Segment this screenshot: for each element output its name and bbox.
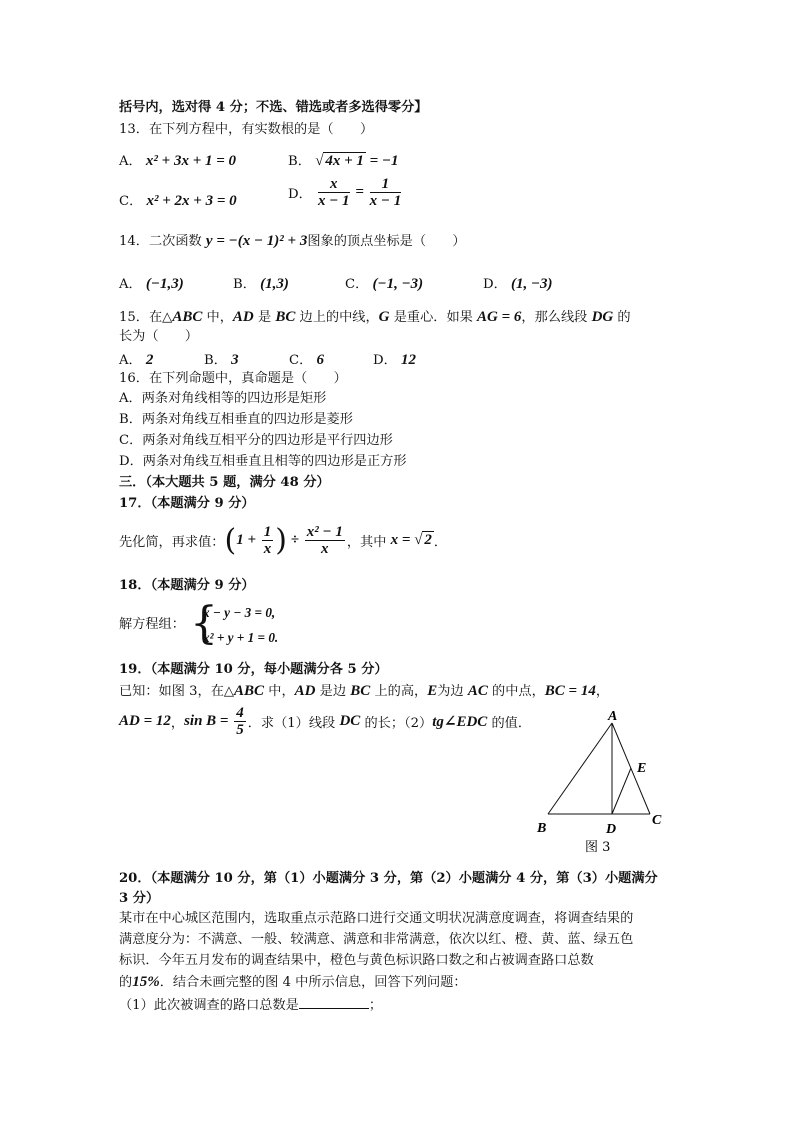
q16-option-a: A．两条对角线相等的四边形是矩形 bbox=[119, 391, 327, 406]
q19-line1: 已知：如图 3，在△ABC 中，AD 是边 BC 上的高，E为边 AC 的中点，BC = 14， bbox=[119, 683, 610, 699]
point-e-label: E bbox=[637, 761, 647, 776]
q13-option-c: C． x² + 2x + 3 = 0 bbox=[119, 193, 237, 209]
q13-option-a: A． x² + 3x + 1 = 0 bbox=[119, 153, 237, 169]
q19-head: 19．（本题满分 10 分，每小题满分各 5 分） bbox=[119, 662, 388, 677]
q17-head: 17．（本题满分 9 分） bbox=[119, 496, 255, 511]
q16-stem: 16．在下列命题中，真命题是（ ） bbox=[119, 371, 347, 386]
q13-option-d: D． $\frac{x}{x - 1}$ = $\frac{1}{x - 1}$ bbox=[288, 176, 402, 209]
q20-paragraph-line2: 满意度分为：不满意、一般、较满意、满意和非常满意，依次以红、橙、黄、蓝、绿五色 bbox=[119, 932, 634, 947]
q14-option-d: D． (1, −3) bbox=[483, 276, 553, 292]
q19-line2: AD = 12，sin B = $\frac{4}{5}$ ．求（1）线段 DC 的长；（2）tg∠EDC 的值． bbox=[119, 705, 532, 738]
q20-head-line2: 3 分） bbox=[119, 891, 160, 906]
q16-option-b: B．两条对角线互相垂直的四边形是菱形 bbox=[119, 412, 353, 427]
q18-equation-2: x² + y + 1 = 0. bbox=[203, 630, 279, 645]
q15-option-c: C． 6 bbox=[289, 352, 324, 368]
brace-symbol: { bbox=[190, 598, 218, 649]
q16-option-d: D．两条对角线互相垂直且相等的四边形是正方形 bbox=[119, 454, 407, 469]
point-c-label: C bbox=[652, 813, 662, 828]
q13-stem: 13．在下列方程中，有实数根的是（ ） bbox=[119, 122, 374, 137]
q18-prompt: 解方程组： bbox=[119, 617, 185, 632]
q18-head: 18．（本题满分 9 分） bbox=[119, 578, 255, 593]
q15-stem-line2: 长为（ ） bbox=[119, 329, 199, 344]
q18-equation-1: x − y − 3 = 0, bbox=[203, 605, 276, 620]
segment-ab bbox=[548, 723, 612, 814]
figure-3-triangle bbox=[535, 708, 675, 858]
q20-head-line1: 20．（本题满分 10 分，第（1）小题满分 3 分，第（2）小题满分 4 分，第（3）小题满分 bbox=[119, 871, 658, 886]
q14-option-c: C． (−1, −3) bbox=[345, 276, 424, 292]
segment-de bbox=[612, 768, 631, 814]
section-3-title: 三．（本大题共 5 题，满分 48 分） bbox=[119, 475, 330, 490]
q15-option-b: B． 3 bbox=[204, 352, 239, 368]
q20-paragraph-line4: 的15%．结合未画完整的图 4 中所示信息，回答下列问题： bbox=[119, 974, 467, 990]
figure-caption: 图 3 bbox=[585, 840, 611, 855]
q14-option-a: A． (−1,3) bbox=[119, 276, 184, 292]
q14-option-b: B． (1,3) bbox=[233, 276, 289, 292]
point-a-label: A bbox=[608, 709, 618, 724]
q20-paragraph-line1: 某市在中心城区范围内，选取重点示范路口进行交通文明状况满意度调查，将调查结果的 bbox=[119, 911, 634, 926]
q15-stem: 15．在△ABC 中，AD 是 BC 边上的中线，G 是重心．如果 AG = 6，那么线段 DG 的 bbox=[119, 309, 631, 325]
q13-option-b: B． √ 4x + 1 = −1 bbox=[288, 153, 399, 169]
q15-option-d: D． 12 bbox=[373, 352, 416, 368]
header-line: 括号内，选对得 4 分；不选、错选或者多选得零分】 bbox=[119, 100, 428, 115]
q15-option-a: A． 2 bbox=[119, 352, 154, 368]
q20-subquestion-1: （1）此次被调查的路口总数是 ； bbox=[119, 998, 383, 1013]
answer-blank[interactable] bbox=[299, 996, 369, 1009]
q14-stem: 14．二次函数 y = −(x − 1)² + 3图象的顶点坐标是（ ） bbox=[119, 233, 466, 249]
q17-expression: 先化简，再求值：(1 + $\frac{1}{x}$ ) ÷ $\frac{\text{x² − 1}}{x}$ ，其中 x = √ 2 ． bbox=[119, 523, 448, 558]
point-b-label: B bbox=[537, 821, 547, 836]
q20-paragraph-line3: 标识．今年五月发布的调查结果中，橙色与黄色标识路口数之和占被调查路口总数 bbox=[119, 953, 594, 968]
point-d-label: D bbox=[606, 822, 617, 837]
q16-option-c: C．两条对角线互相平分的四边形是平行四边形 bbox=[119, 433, 393, 448]
